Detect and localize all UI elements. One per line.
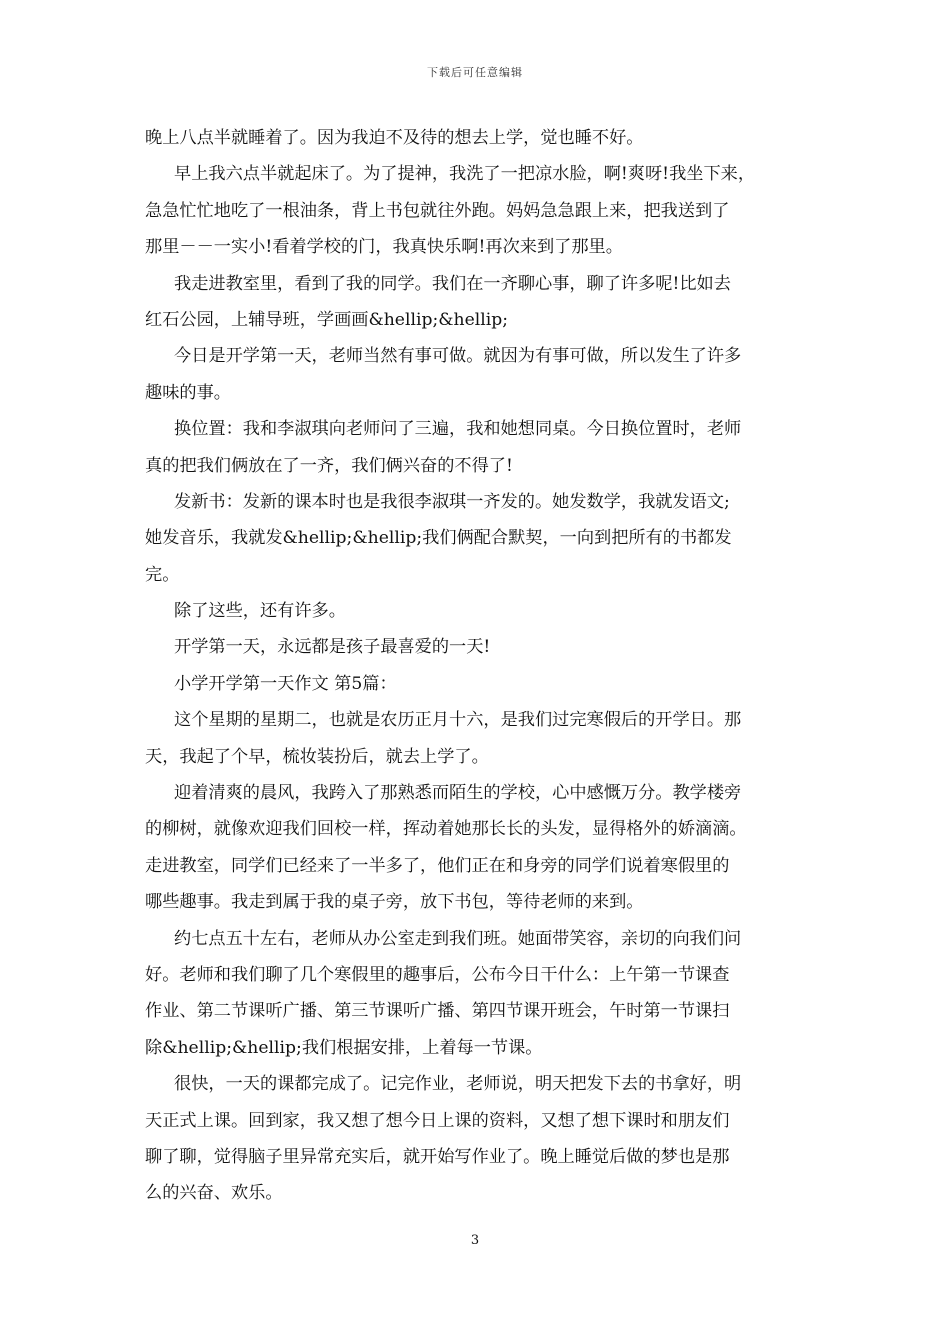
text-line: 很快，一天的课都完成了。记完作业，老师说，明天把发下去的书拿好，明 (174, 1074, 742, 1095)
text-line: 红石公园，上辅导班，学画画&hellip;&hellip; (145, 309, 509, 330)
text-line: 好。老师和我们聊了几个寒假里的趣事后，公布今日干什么：上午第一节课查 (145, 964, 730, 985)
text-line: 除了这些，还有许多。 (174, 601, 346, 622)
text-line: 发新书：发新的课本时也是我很李淑琪一齐发的。她发数学，我就发语文; (174, 491, 730, 512)
text-line: 晚上八点半就睡着了。因为我迫不及待的想去上学，觉也睡不好。 (145, 128, 644, 148)
text-line: 的柳树，就像欢迎我们回校一样，挥动着她那长长的头发，显得格外的娇滴滴。 (145, 819, 747, 840)
text-line: 急急忙忙地吃了一根油条，背上书包就往外跑。妈妈急急跟上来，把我送到了 (145, 200, 730, 221)
text-line: 天正式上课。回到家，我又想了想今日上课的资料，又想了想下课时和朋友们 (145, 1110, 730, 1131)
text-line: 那里－－一实小!看着学校的门，我真快乐啊!再次来到了那里。 (145, 237, 623, 258)
text-line: 作业、第二节课听广播、第三节课听广播、第四节课开班会，午时第一节课扫 (145, 1001, 730, 1022)
document-body (145, 120, 810, 1212)
page-number: 3 (470, 1233, 480, 1248)
text-line: 小学开学第一天作文 第5篇： (174, 673, 397, 694)
text-line: 趣味的事。 (145, 382, 231, 403)
text-line: 完。 (145, 564, 180, 585)
page-header: 下载后可任意编辑 (427, 66, 523, 79)
text-line: 迎着清爽的晨风，我跨入了那熟悉而陌生的学校，心中感慨万分。教学楼旁 (174, 783, 742, 804)
text-line: 早上我六点半就起床了。为了提神，我洗了一把凉水脸，啊!爽呀!我坐下来， (174, 164, 756, 185)
text-line: 开学第一天，永远都是孩子最喜爱的一天! (174, 637, 491, 658)
text-line: 换位置：我和李淑琪向老师问了三遍，我和她想同桌。今日换位置时，老师 (174, 419, 742, 440)
text-line: 聊了聊，觉得脑子里异常充实后，就开始写作业了。晚上睡觉后做的梦也是那 (145, 1146, 730, 1167)
text-line: 除&hellip;&hellip;我们根据安排，上着每一节课。 (145, 1037, 543, 1058)
text-line: 真的把我们俩放在了一齐，我们俩兴奋的不得了! (145, 455, 513, 476)
text-line: 她发音乐，我就发&hellip;&hellip;我们俩配合默契，一向到把所有的书都发 (145, 528, 732, 549)
text-line: 我走进教室里，看到了我的同学。我们在一齐聊心事，聊了许多呢!比如去 (174, 273, 731, 294)
text-line: 今日是开学第一天，老师当然有事可做。就因为有事可做，所以发生了许多 (174, 346, 742, 367)
text-line: 走进教室，同学们已经来了一半多了，他们正在和身旁的同学们说着寒假里的 (145, 855, 730, 876)
text-line: 天，我起了个早，梳妆装扮后，就去上学了。 (145, 746, 489, 767)
text-line: 哪些趣事。我走到属于我的桌子旁，放下书包，等待老师的来到。 (145, 892, 644, 913)
text-line: 这个星期的星期二，也就是农历正月十六，是我们过完寒假后的开学日。那 (174, 710, 742, 731)
text-line: 么的兴奋、欢乐。 (145, 1183, 283, 1204)
text-line: 约七点五十左右，老师从办公室走到我们班。她面带笑容，亲切的向我们问 (174, 928, 742, 949)
